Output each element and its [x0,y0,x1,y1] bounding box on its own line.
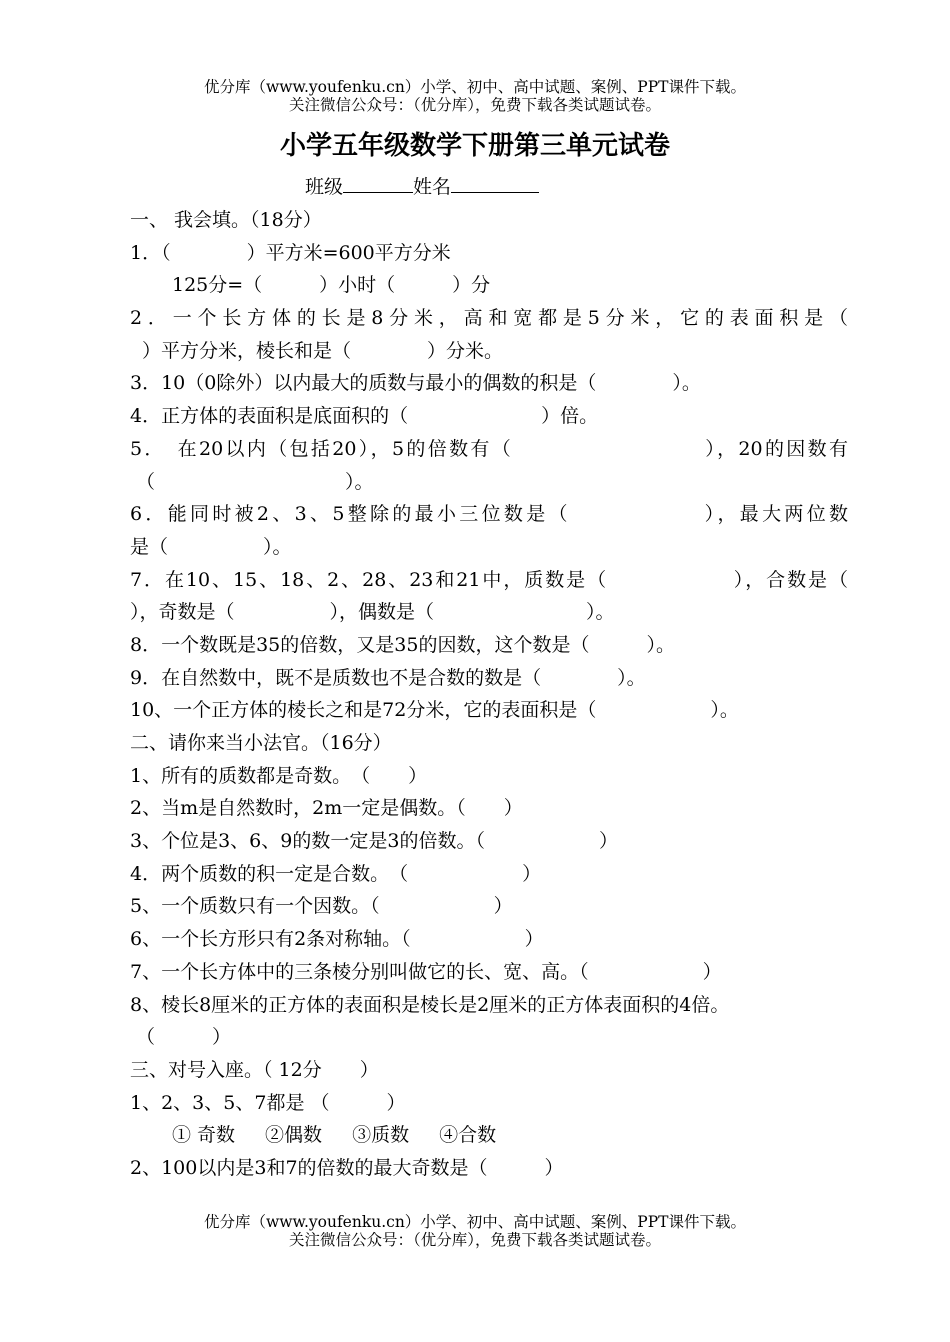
name-label: 姓名 [413,176,452,198]
class-blank [343,174,413,193]
s1-question-7b: ），奇数是（ ），偶数是（ ）。 [130,601,615,624]
s2-question-4: 4．两个质数的积一定是合数。 （ ） [130,862,542,885]
s2-question-2: 2、当m是自然数时，2m一定是偶数。（ ） [130,797,523,820]
s2-question-8b: （ ） [136,1026,232,1049]
s3-question-1: 1、2、3、5、7都是 （ ） [130,1091,406,1114]
footer-line-2: 关注微信公众号：（优分库），免费下载各类试题试卷。 [288,1231,661,1249]
s1-question-1b: 125分=（ ）小时（ ）分 [172,274,491,297]
s1-question-2b: ）平方分米，棱长和是（ ）分米。 [142,339,504,362]
section-3-heading: 三、对号入座。（ 12分 ） [130,1058,379,1081]
header-line-2: 关注微信公众号：（优分库），免费下载各类试题试卷。 [288,96,661,114]
option-even: ②偶数 [265,1124,323,1147]
s1-question-4: 4．正方体的表面积是底面积的（ ）倍。 [130,405,599,428]
header-line-1: 优分库（www.youfenku.cn）小学、初中、高中试题、案例、PPT课件下载。 [203,78,747,96]
s1-question-6b: 是（ ）。 [130,535,292,558]
s1-question-9: 9．在自然数中，既不是质数也不是合数的数是（ ）。 [130,666,646,689]
s2-question-5: 5、一个质数只有一个因数。（ ） [130,895,513,918]
s1-question-5a: 5． 在20以内（包括20），5的倍数有（ ），20的因数有 [130,437,848,460]
s2-question-3: 3、个位是3、6、9的数一定是3的倍数。（ ） [130,830,618,853]
s1-question-5b: （ ）。 [136,470,374,493]
option-odd: ① 奇数 [172,1124,236,1147]
s1-question-3: 3．10（0除外）以内最大的质数与最小的偶数的积是（ ）。 [130,372,701,395]
s1-question-10: 10、一个正方体的棱长之和是72分米，它的表面积是（ ）。 [130,699,739,722]
footer-line-1: 优分库（www.youfenku.cn）小学、初中、高中试题、案例、PPT课件下载。 [203,1213,747,1231]
s2-question-1: 1、所有的质数都是奇数。 （ ） [130,764,428,787]
name-blank [451,174,539,193]
s1-question-8: 8．一个数既是35的倍数，又是35的因数，这个数是（ ）。 [130,633,675,656]
s2-question-8a: 8、棱长8厘米的正方体的表面积是棱长是2厘米的正方体表面积的4倍。 [130,993,730,1016]
class-name-line [305,174,539,200]
page-title: 小学五年级数学下册第三单元试卷 [279,131,670,161]
exam-content [130,204,848,1185]
s1-question-7a: 7．在10、15、18、2、28、23和21中，质数是（ ），合数是（ [130,568,848,591]
s1-question-2a: 2．一个长方体的长是8分米，高和宽都是5分米，它的表面积是（ [130,307,848,330]
option-composite: ④合数 [439,1124,497,1147]
s3-question-2: 2、100以内是3和7的倍数的最大奇数是（ ） [130,1156,564,1179]
s3-question-1-options [130,1119,848,1152]
s1-question-1a: 1．（ ）平方米=600平方分米 [130,241,451,264]
s2-question-7: 7、一个长方体中的三条棱分别叫做它的长、宽、高。（ ） [130,960,722,983]
class-label: 班级 [305,176,344,198]
section-1-heading: 一、 我会填。（18分） [130,209,322,231]
s2-question-6: 6、一个长方形只有2条对称轴。（ ） [130,928,544,951]
option-prime: ③质数 [352,1124,410,1147]
s1-question-6a: 6．能同时被2、3、5整除的最小三位数是（ ），最大两位数 [130,503,848,526]
section-2-heading: 二、请你来当小法官。（16分） [130,732,392,754]
